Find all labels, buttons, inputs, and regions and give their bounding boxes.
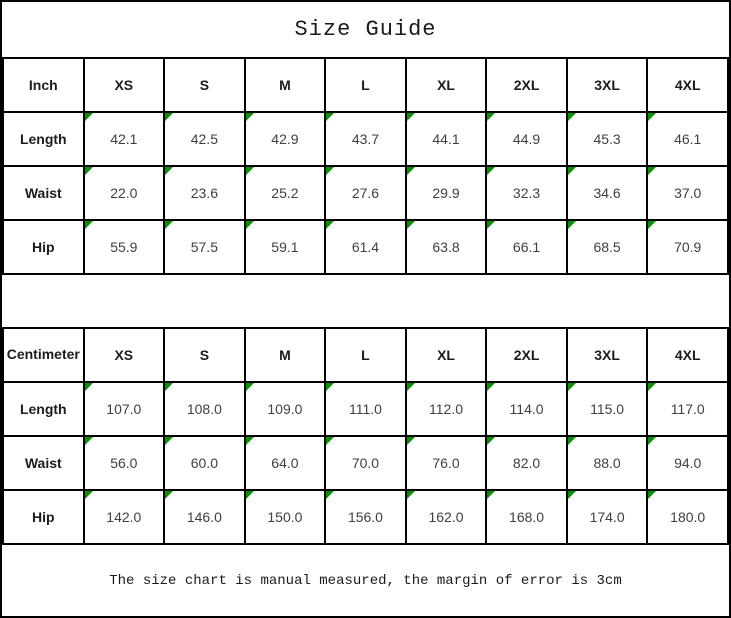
table-row bbox=[3, 382, 728, 436]
corner-marker-icon bbox=[407, 113, 415, 121]
table-row bbox=[3, 220, 728, 274]
cell-value: 57.5 bbox=[190, 239, 218, 255]
corner-marker-icon bbox=[326, 113, 334, 121]
row-label: Hip bbox=[3, 490, 84, 544]
corner-marker-icon bbox=[487, 113, 495, 121]
row-label: Waist bbox=[3, 436, 84, 490]
value-cell bbox=[647, 490, 728, 544]
value-cell bbox=[245, 112, 326, 166]
row-label: Length bbox=[3, 112, 84, 166]
cell-value: 56.0 bbox=[110, 455, 138, 471]
column-header: S bbox=[164, 58, 245, 112]
column-header: XL bbox=[406, 328, 487, 382]
corner-marker-icon bbox=[165, 383, 173, 391]
value-cell bbox=[567, 382, 648, 436]
cell-value: 150.0 bbox=[267, 509, 303, 525]
cell-value: 22.0 bbox=[110, 185, 138, 201]
corner-marker-icon bbox=[407, 491, 415, 499]
value-cell bbox=[647, 436, 728, 490]
cell-value: 156.0 bbox=[347, 509, 383, 525]
column-header: 2XL bbox=[486, 328, 567, 382]
value-cell bbox=[406, 436, 487, 490]
cell-value: 42.1 bbox=[110, 131, 138, 147]
column-header: M bbox=[245, 58, 326, 112]
row-label: Hip bbox=[3, 220, 84, 274]
corner-marker-icon bbox=[326, 491, 334, 499]
column-header: XL bbox=[406, 58, 487, 112]
table-row bbox=[3, 166, 728, 220]
corner-marker-icon bbox=[246, 437, 254, 445]
row-label: Waist bbox=[3, 166, 84, 220]
column-header: XS bbox=[84, 58, 165, 112]
cell-value: 44.9 bbox=[512, 131, 541, 147]
cell-value: 68.5 bbox=[593, 239, 621, 255]
value-cell bbox=[406, 490, 487, 544]
cell-value: 108.0 bbox=[186, 401, 222, 417]
column-header: L bbox=[325, 58, 406, 112]
value-cell bbox=[567, 112, 648, 166]
cell-value: 27.6 bbox=[351, 185, 380, 201]
corner-marker-icon bbox=[568, 167, 576, 175]
corner-marker-icon bbox=[246, 221, 254, 229]
value-cell bbox=[164, 490, 245, 544]
value-cell bbox=[486, 436, 567, 490]
cell-value: 64.0 bbox=[271, 455, 299, 471]
corner-marker-icon bbox=[407, 167, 415, 175]
value-cell bbox=[647, 112, 728, 166]
cell-value: 63.8 bbox=[432, 239, 460, 255]
value-cell bbox=[164, 166, 245, 220]
value-cell bbox=[245, 436, 326, 490]
corner-marker-icon bbox=[487, 437, 495, 445]
value-cell bbox=[164, 112, 245, 166]
corner-marker-icon bbox=[326, 167, 334, 175]
cell-value: 115.0 bbox=[590, 401, 625, 417]
value-cell bbox=[325, 382, 406, 436]
corner-marker-icon bbox=[85, 167, 93, 175]
column-header: 3XL bbox=[567, 328, 648, 382]
corner-marker-icon bbox=[648, 167, 656, 175]
value-cell bbox=[325, 436, 406, 490]
corner-marker-icon bbox=[246, 383, 254, 391]
column-header: 4XL bbox=[647, 58, 728, 112]
value-cell bbox=[647, 382, 728, 436]
cell-value: 94.0 bbox=[674, 455, 702, 471]
corner-marker-icon bbox=[568, 113, 576, 121]
cell-value: 174.0 bbox=[589, 509, 625, 525]
value-cell bbox=[84, 220, 165, 274]
value-cell bbox=[84, 436, 165, 490]
cell-value: 112.0 bbox=[429, 401, 463, 417]
page-title: Size Guide bbox=[294, 17, 437, 42]
cell-value: 76.0 bbox=[432, 455, 460, 471]
value-cell bbox=[84, 382, 165, 436]
cell-value: 45.3 bbox=[593, 131, 621, 147]
row-label: Length bbox=[3, 382, 84, 436]
column-header: 3XL bbox=[567, 58, 648, 112]
corner-marker-icon bbox=[407, 221, 415, 229]
value-cell bbox=[406, 112, 487, 166]
cell-value: 114.0 bbox=[509, 401, 544, 417]
cell-value: 111.0 bbox=[348, 401, 382, 417]
unit-header-inch: Inch bbox=[3, 58, 84, 112]
corner-marker-icon bbox=[487, 491, 495, 499]
cell-value: 180.0 bbox=[670, 509, 706, 525]
cell-value: 70.9 bbox=[674, 239, 702, 255]
value-cell bbox=[164, 382, 245, 436]
cell-value: 42.5 bbox=[190, 131, 218, 147]
cell-value: 32.3 bbox=[512, 185, 541, 201]
corner-marker-icon bbox=[165, 221, 173, 229]
cell-value: 34.6 bbox=[593, 185, 621, 201]
value-cell bbox=[164, 436, 245, 490]
value-cell bbox=[325, 166, 406, 220]
value-cell bbox=[486, 166, 567, 220]
cell-value: 59.1 bbox=[271, 239, 299, 255]
value-cell bbox=[406, 220, 487, 274]
value-cell bbox=[325, 220, 406, 274]
corner-marker-icon bbox=[648, 437, 656, 445]
corner-marker-icon bbox=[165, 113, 173, 121]
value-cell bbox=[325, 112, 406, 166]
value-cell bbox=[647, 166, 728, 220]
inch-table bbox=[2, 57, 729, 275]
footer-note: The size chart is manual measured, the margin of error is 3cm bbox=[109, 572, 622, 589]
value-cell bbox=[84, 490, 165, 544]
cell-value: 66.1 bbox=[512, 239, 541, 255]
corner-marker-icon bbox=[568, 383, 576, 391]
corner-marker-icon bbox=[85, 113, 93, 121]
value-cell bbox=[486, 112, 567, 166]
corner-marker-icon bbox=[407, 437, 415, 445]
corner-marker-icon bbox=[407, 383, 415, 391]
cell-value: 142.0 bbox=[106, 509, 142, 525]
corner-marker-icon bbox=[85, 383, 93, 391]
cell-value: 55.9 bbox=[110, 239, 138, 255]
corner-marker-icon bbox=[487, 383, 495, 391]
value-cell bbox=[245, 490, 326, 544]
value-cell bbox=[245, 382, 326, 436]
value-cell bbox=[647, 220, 728, 274]
cell-value: 44.1 bbox=[432, 131, 460, 147]
table-row bbox=[3, 490, 728, 544]
value-cell bbox=[567, 490, 648, 544]
corner-marker-icon bbox=[487, 167, 495, 175]
table-header-row bbox=[3, 328, 728, 382]
corner-marker-icon bbox=[246, 167, 254, 175]
corner-marker-icon bbox=[85, 221, 93, 229]
cell-value: 82.0 bbox=[512, 455, 541, 471]
corner-marker-icon bbox=[165, 491, 173, 499]
corner-marker-icon bbox=[326, 437, 334, 445]
corner-marker-icon bbox=[648, 113, 656, 121]
cell-value: 70.0 bbox=[351, 455, 380, 471]
corner-marker-icon bbox=[648, 383, 656, 391]
cell-value: 162.0 bbox=[428, 509, 464, 525]
corner-marker-icon bbox=[165, 167, 173, 175]
corner-marker-icon bbox=[568, 221, 576, 229]
corner-marker-icon bbox=[568, 491, 576, 499]
cell-value: 25.2 bbox=[271, 185, 299, 201]
value-cell bbox=[486, 490, 567, 544]
cell-value: 117.0 bbox=[670, 401, 705, 417]
cell-value: 46.1 bbox=[674, 131, 702, 147]
centimeter-table bbox=[2, 327, 729, 545]
corner-marker-icon bbox=[85, 491, 93, 499]
cell-value: 109.0 bbox=[267, 401, 303, 417]
column-header: M bbox=[245, 328, 326, 382]
cell-value: 43.7 bbox=[351, 131, 380, 147]
cell-value: 29.9 bbox=[432, 185, 460, 201]
cell-value: 37.0 bbox=[674, 185, 702, 201]
corner-marker-icon bbox=[165, 437, 173, 445]
value-cell bbox=[486, 382, 567, 436]
value-cell bbox=[245, 220, 326, 274]
value-cell bbox=[84, 166, 165, 220]
value-cell bbox=[567, 166, 648, 220]
column-header: 4XL bbox=[647, 328, 728, 382]
value-cell bbox=[567, 220, 648, 274]
column-header: S bbox=[164, 328, 245, 382]
column-header: L bbox=[325, 328, 406, 382]
table-spacer bbox=[2, 275, 729, 327]
corner-marker-icon bbox=[85, 437, 93, 445]
table-row bbox=[3, 112, 728, 166]
cell-value: 60.0 bbox=[190, 455, 218, 471]
corner-marker-icon bbox=[326, 221, 334, 229]
corner-marker-icon bbox=[326, 383, 334, 391]
value-cell bbox=[325, 490, 406, 544]
cell-value: 42.9 bbox=[271, 131, 299, 147]
cell-value: 23.6 bbox=[190, 185, 218, 201]
corner-marker-icon bbox=[487, 221, 495, 229]
cell-value: 88.0 bbox=[593, 455, 621, 471]
unit-header-centimeter: Centimeter bbox=[3, 328, 84, 382]
table-row bbox=[3, 436, 728, 490]
value-cell bbox=[245, 166, 326, 220]
corner-marker-icon bbox=[246, 491, 254, 499]
cell-value: 107.0 bbox=[106, 401, 142, 417]
corner-marker-icon bbox=[648, 491, 656, 499]
column-header: 2XL bbox=[486, 58, 567, 112]
value-cell bbox=[164, 220, 245, 274]
value-cell bbox=[406, 382, 487, 436]
corner-marker-icon bbox=[648, 221, 656, 229]
table-header-row bbox=[3, 58, 728, 112]
corner-marker-icon bbox=[568, 437, 576, 445]
cell-value: 146.0 bbox=[186, 509, 222, 525]
value-cell bbox=[567, 436, 648, 490]
cell-value: 168.0 bbox=[509, 509, 545, 525]
value-cell bbox=[406, 166, 487, 220]
value-cell bbox=[486, 220, 567, 274]
cell-value: 61.4 bbox=[351, 239, 380, 255]
corner-marker-icon bbox=[246, 113, 254, 121]
value-cell bbox=[84, 112, 165, 166]
column-header: XS bbox=[84, 328, 165, 382]
